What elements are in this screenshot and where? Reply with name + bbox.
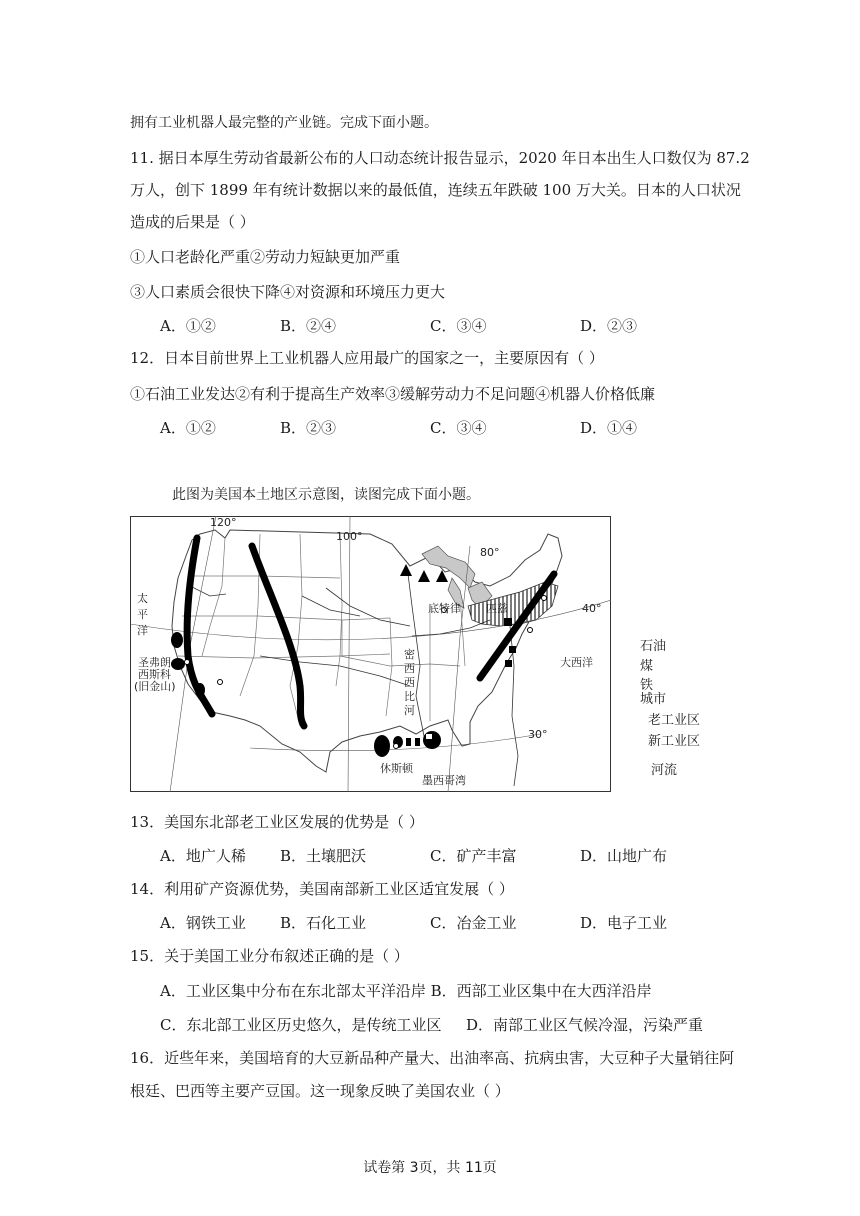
label-houston: 休斯顿 xyxy=(380,762,413,775)
q11-option-c[interactable]: C．③④ xyxy=(430,317,487,335)
q12-option-a[interactable]: A．①② xyxy=(160,419,216,437)
label-pacific-2: 平 xyxy=(137,608,148,621)
intro-tail: 拥有工业机器人最完整的产业链。完成下面小题。 xyxy=(130,115,438,131)
q15-stem: 15．关于美国工业分布叙述正确的是（ ） xyxy=(130,947,409,965)
label-detroit: 底特律 xyxy=(428,602,461,615)
q11-stem-line2: 万人，创下 1899 年有统计数据以来的最低值，连续五年跌破 100 万大关。日本的人口状况 xyxy=(130,181,741,199)
label-lat-40: 40° xyxy=(582,602,602,615)
q12-option-c[interactable]: C．③④ xyxy=(430,419,487,437)
label-gulf-of-mexico: 墨西哥湾 xyxy=(422,774,466,787)
q11-option-a[interactable]: A．①② xyxy=(160,317,216,335)
legend-new-zone: 新工业区 xyxy=(648,734,701,749)
q11-option-b[interactable]: B．②④ xyxy=(280,317,337,335)
legend-oil: 石油 xyxy=(640,639,667,654)
q16-stem-line1: 16．近些年来，美国培育的大豆新品种产量大、出油率高、抗病虫害，大豆种子大量销往阿 xyxy=(130,1049,735,1067)
q12-option-b[interactable]: B．②③ xyxy=(280,419,337,437)
q13-option-d[interactable]: D．山地广布 xyxy=(580,847,668,865)
label-pacific-1: 太 xyxy=(137,592,148,605)
label-miss-3: 西 xyxy=(404,676,415,689)
label-lon-100: 100° xyxy=(336,530,363,543)
legend-iron: 铁 xyxy=(640,678,654,693)
label-miss-4: 比 xyxy=(404,690,415,703)
legend-river: 河流 xyxy=(651,763,678,778)
q12-option-d[interactable]: D．①④ xyxy=(580,419,638,437)
q13-option-a[interactable]: A．地广人稀 xyxy=(160,847,246,865)
q11-stem-line3: 造成的后果是（ ） xyxy=(130,213,255,231)
label-miss-5: 河 xyxy=(404,704,415,717)
q11-option-d[interactable]: D．②③ xyxy=(580,317,638,335)
q15-option-c[interactable]: C．东北部工业区历史悠久，是传统工业区 xyxy=(160,1016,442,1034)
q14-stem: 14．利用矿产资源优势，美国南部新工业区适宜发展（ ） xyxy=(130,880,514,898)
q11-stem-line1: 11. 据日本厚生劳动省最新公布的人口动态统计报告显示，2020 年日本出生人口数仅为 87.2 xyxy=(130,149,750,167)
label-miss-1: 密 xyxy=(404,648,415,661)
q11-items1: ①人口老龄化严重②劳动力短缺更加严重 xyxy=(130,248,401,266)
label-sf-2: 西斯科 xyxy=(138,668,171,681)
label-lon-80: 80° xyxy=(480,546,500,559)
label-atlantic: 大西洋 xyxy=(560,656,593,669)
legend-city: 城市 xyxy=(640,692,667,707)
q12-items: ①石油工业发达②有利于提高生产效率③缓解劳动力不足问题④机器人价格低廉 xyxy=(130,385,656,403)
q11-items2: ③人口素质会很快下降④对资源和环境压力更大 xyxy=(130,283,446,301)
legend-old-zone: 老工业区 xyxy=(648,713,701,728)
q16-stem-line2: 根廷、巴西等主要产豆国。这一现象反映了美国农业（ ） xyxy=(130,1082,510,1100)
q13-stem: 13．美国东北部老工业区发展的优势是（ ） xyxy=(130,813,424,831)
q14-option-a[interactable]: A．钢铁工业 xyxy=(160,914,246,932)
q14-option-c[interactable]: C．冶金工业 xyxy=(430,914,517,932)
label-lon-120: 120° xyxy=(210,516,237,529)
label-miss-2: 西 xyxy=(404,662,415,675)
label-lat-30: 30° xyxy=(528,728,548,741)
q12-stem: 12．日本目前世界上工业机器人应用最广的国家之一，主要原因有（ ） xyxy=(130,349,604,367)
page-footer: 试卷第 3页，共 11页 xyxy=(363,1160,497,1176)
map-intro: 此图为美国本土地区示意图，读图完成下面小题。 xyxy=(172,487,480,503)
q13-option-b[interactable]: B．土壤肥沃 xyxy=(280,847,367,865)
q15-options-ab[interactable]: A．工业区集中分布在东北部太平洋沿岸 B．西部工业区集中在大西洋沿岸 xyxy=(160,982,652,1000)
label-pacific-3: 洋 xyxy=(137,624,148,637)
legend-coal: 煤 xyxy=(640,659,654,674)
q14-option-b[interactable]: B．石化工业 xyxy=(280,914,367,932)
label-sf-1: 圣弗朗 xyxy=(138,656,171,669)
label-sf-3: (旧金山) xyxy=(134,680,176,693)
q13-option-c[interactable]: C．矿产丰富 xyxy=(430,847,517,865)
label-pittsburgh: 匹兹 xyxy=(486,602,508,615)
q15-option-d[interactable]: D．南部工业区气候冷湿，污染严重 xyxy=(466,1016,704,1034)
q14-option-d[interactable]: D．电子工业 xyxy=(580,914,668,932)
usa-map xyxy=(130,516,611,792)
